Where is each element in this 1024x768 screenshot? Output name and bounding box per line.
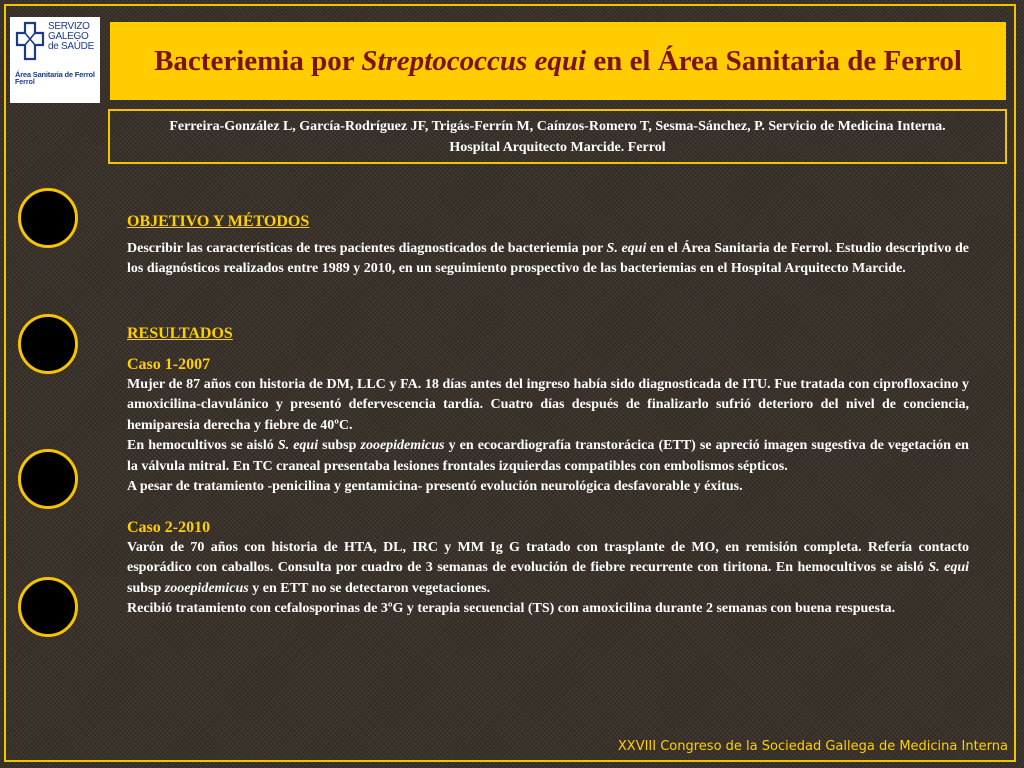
case1-title: Caso 1-2007 <box>127 355 211 373</box>
authors-box <box>108 109 1007 164</box>
case2-paragraph-1: Varón de 70 años con historia de HTA, DL, IRC y MM Ig G tratado con trasplante de MO, en remisión completa. Refería contacto esporádico con caballos. Consulta por cuadro de 3 semanas de evolución de fiebre recurrente con tiritona. En hemocultivos se aisló S. equi subsp zooepidemicus y en ETT no se detectaron vegetaciones. <box>127 539 969 596</box>
sergas-logo <box>10 17 100 103</box>
logo-city-text: Ferrol <box>15 79 35 86</box>
resultados-section <box>127 324 969 620</box>
bullet-circle-2 <box>18 314 78 374</box>
resultados-heading: RESULTADOS <box>127 325 233 342</box>
bullet-circle-1 <box>18 188 78 248</box>
case1-paragraph-2: En hemocultivos se aisló S. equi subsp zooepidemicus y en ecocardiografía transtorácica (ETT) se apreció imagen sugestiva de vegetación en la válvula mitral. En TC craneal presentaba lesiones frontales izquierdas compatibles con embolismos sépticos. <box>127 438 969 474</box>
logo-brand: SERVIZO GALEGO de SAÚDE <box>48 21 94 52</box>
sergas-cross-icon <box>15 21 45 61</box>
congress-footer: XXVIII Congreso de la Sociedad Gallega de Medicina Interna <box>617 739 1008 754</box>
bullet-circle-3 <box>18 449 78 509</box>
case2-title: Caso 2-2010 <box>127 518 211 536</box>
objetivo-text: Describir las características de tres pacientes diagnosticados de bacteriemia por S. equi en el Área Sanitaria de Ferrol. Estudio descriptivo de los diagnósticos realizados entre 1989 y 2010, en un seguimiento prospectivo de las bacteriemias en el Hospital Arquitecto Marcide. <box>127 240 969 276</box>
bullet-circle-4 <box>18 577 78 637</box>
case1-paragraph-1: Mujer de 87 años con historia de DM, LLC y FA. 18 días antes del ingreso había sido diagnosticada de ITU. Fue tratada con ciprofloxacino y amoxicilina-clavulánico y presentó defervescencia tardía. Cuatro días después de finalizarlo sufrió deterioro del nivel de conciencia, hemiparesia derecha y fiebre de 40ºC. <box>127 376 969 433</box>
objetivo-section <box>127 212 969 280</box>
authors-text: Ferreira-González L, García-Rodríguez JF, Trigás-Ferrín M, Caínzos-Romero T, Sesma-Sánchez, P. Servicio de Medicina Interna. Hospital Arquitecto Marcide. Ferrol <box>169 118 946 155</box>
case2-paragraph-2: Recibió tratamiento con cefalosporinas de 3ºG y terapia secuencial (TS) con amoxicilina durante 2 semanas con buena respuesta. <box>127 601 896 616</box>
title-banner <box>110 22 1006 100</box>
case1-paragraph-3: A pesar de tratamiento -penicilina y gentamicina- presentó evolución neurológica desfavorable y éxitus. <box>127 479 743 494</box>
objetivo-heading: OBJETIVO Y MÉTODOS <box>127 213 310 230</box>
page-title: Bacteriemia por Streptococcus equi en el Área Sanitaria de Ferrol <box>154 44 962 77</box>
logo-area-text: Área Sanitaria de Ferrol <box>15 70 95 79</box>
